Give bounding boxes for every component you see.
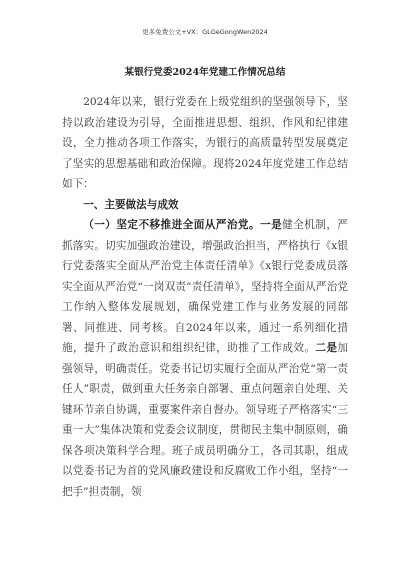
intro-paragraph: 2024年以来，银行党委在上级党组织的坚强领导下，坚持以政治建设为引导，全面推进思想、组织、作风和纪律建设，全力推动各项工作落实，为银行的高质量转型发展奠定了坚实的思想基础和政治保障。现将2024年度党建工作总结如下：: [62, 96, 348, 190]
document-title: 某银行党委2024年党建工作情况总结: [124, 67, 286, 78]
point-text: 健全机制，严抓落实。切实加强政治建设，增强政治担当，严格执行《x银行党委落实全面从严治党主体责任清单》《x银行党委成员落实全面从严治党“一岗双责”责任清单》，坚持将全面从严治党工作纳入整体发展规划，确保党建工作与业务发展的同部署、同推进、同考核。自2024年以来，通过一系列细化措施，提升了政治意识和组织纪律，助推了工作成效。: [62, 219, 349, 354]
page-header: 更多免费公文+VX：GLGeGongWen2024: [142, 28, 268, 36]
subsection-heading: （一）坚定不移推进全面从严治党。: [83, 219, 261, 231]
point-text: 加强领导，明确责任。党委书记切实履行全面从严治党“第一责任人”职责，做到重大任务亲自部署、重点问题亲自处理、关键环节亲自协调，重要案件亲自督办。领导班子严格落实“三重一大”集体决策和党委会议制度，贯彻民主集中制原则，确保各项决策科学合理。班子成员明确分工，各司其职，组成以党委书记为首的党风廉政建设和反腐败工作小组，坚持“一把手”担责制，领: [62, 342, 349, 498]
section-heading: 一、主要做法与成效: [83, 198, 179, 211]
document-body: [62, 92, 348, 502]
point-marker: 二是: [315, 342, 338, 354]
body-paragraph: [62, 215, 348, 502]
point-marker: 一是: [260, 219, 283, 231]
